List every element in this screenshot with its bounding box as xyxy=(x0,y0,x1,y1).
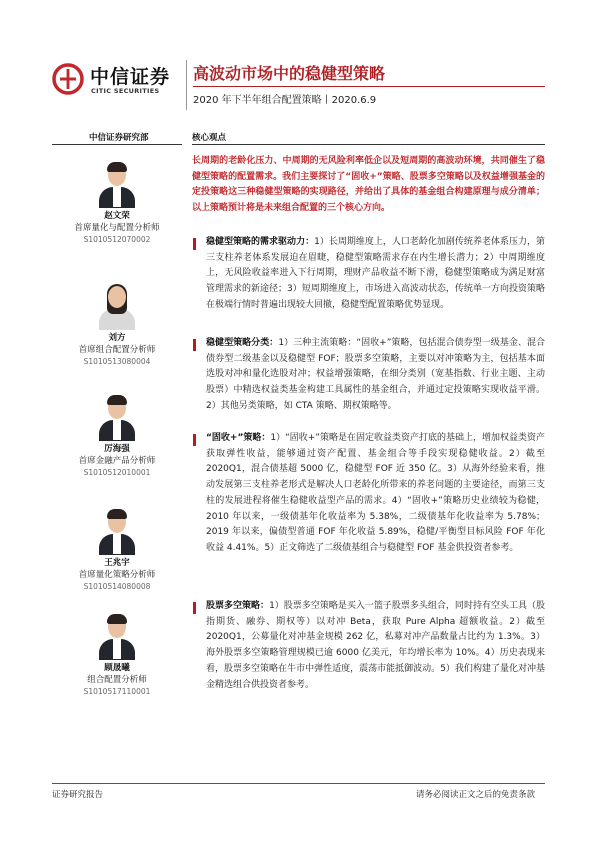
analyst-card xyxy=(52,160,182,245)
analyst-name: 刘方 xyxy=(108,333,126,343)
analyst-card xyxy=(52,393,182,478)
analyst-role: 首席金融产品分析师 xyxy=(78,456,156,466)
citic-logo-icon xyxy=(52,63,84,95)
analyst-role: 首席组合配置分析师 xyxy=(78,345,156,355)
footer-rule xyxy=(52,783,545,784)
analyst-license-id: S1010512010001 xyxy=(83,468,151,477)
analyst-license-id: S1010514080008 xyxy=(83,582,151,591)
logo-text-en: CITIC SECURITIES xyxy=(91,87,160,95)
analyst-card xyxy=(52,612,182,697)
point-title: 稳健型策略的需求驱动力： xyxy=(206,237,315,247)
point-paragraph xyxy=(206,336,545,415)
main-heading-rule xyxy=(192,144,545,145)
analyst-role: 组合配置分析师 xyxy=(87,675,147,685)
analyst-card xyxy=(52,507,182,592)
point-paragraph xyxy=(206,235,545,314)
sidebar-heading: 中信证券研究部 xyxy=(89,133,149,143)
point-paragraph xyxy=(206,431,545,557)
point-title: 股票多空策略： xyxy=(206,601,270,611)
point-marker xyxy=(193,238,196,250)
analyst-name: 顾晟曦 xyxy=(104,663,130,673)
main-heading: 核心观点 xyxy=(192,133,227,143)
analyst-role: 首席量化策略分析师 xyxy=(78,570,156,580)
avatar xyxy=(97,507,137,555)
point-text: 1）“固收+”策略是在固定收益类资产打底的基础上，增加权益类资产获取弹性收益，能够通过资产配置、基金组合等手段实现稳健收益。2）截至 2020Q1，混合债基超 5000 亿，稳健型 FOF 近 350 亿。3）从海外经验来看，推动发展第三支柱养老形式是解决人口老龄化所带来的养老问题的主要途径，而第三支柱的发展进程将催生稳健收益型产品的需求。4）“固收+”策略历史业绩较为稳健， 2010 年以来，一级债基年化收益率为 5.38%，二级债基年化收益率为 5.78%；2019 年以来，偏债型普通 FOF 年化收益 5.89%，稳健/平衡型目标风险 FOF 年化收益 4.41%。5）正文筛选了二级债基组合与稳健型 FOF 基金供投资者参考。 xyxy=(206,433,545,553)
analyst-license-id: S1010517110001 xyxy=(83,687,151,696)
report-title: 高波动市场中的稳健型策略 xyxy=(193,64,386,83)
analyst-card xyxy=(52,282,182,367)
point-title: “固收+”策略： xyxy=(206,433,271,443)
title-underline xyxy=(193,86,545,87)
point-title: 稳健型策略分类： xyxy=(206,338,279,348)
analyst-license-id: S1010513080004 xyxy=(83,357,151,366)
avatar xyxy=(97,160,137,208)
analyst-role: 首席量化与配置分析师 xyxy=(74,223,160,233)
avatar xyxy=(97,282,137,330)
footer-disclaimer-note: 请务必阅读正文之后的免责条款 xyxy=(416,790,536,800)
sidebar-heading-rule xyxy=(52,144,182,145)
point-paragraph xyxy=(206,599,545,693)
analyst-license-id: S1010512070002 xyxy=(83,235,151,244)
footer-label: 证券研究报告 xyxy=(52,790,104,800)
report-subtitle: 2020 年下半年组合配置策略丨2020.6.9 xyxy=(193,95,377,106)
key-summary: 长周期的老龄化压力、中周期的无风险利率低企以及短周期的高波动环境，共同催生了稳健型策略的配置需求。我们主要探讨了“固收+”策略、股票多空策略以及权益增强基金的定投策略这三种稳健型策略的实现路径，并给出了具体的基金组合构建原理与成分清单；以上策略预计将是未来组合配置的三个核心方向。 xyxy=(192,156,545,213)
avatar xyxy=(97,393,137,441)
point-text: 1）三种主流策略：“固收+”策略，包括混合债券型一级基金、混合债券型二级基金以及稳健型 FOF；股票多空策略，主要以对冲策略为主，包括基本面选股对冲和量化选股对冲；权益增强策略，在细分类别（宽基指数、行业主题、主动股票）中精选权益类基金构建工具属性的基金组合，并通过定投策略实现收益平滑。2）其他另类策略，如 CTA 策略、期权策略等。 xyxy=(206,338,545,411)
point-marker xyxy=(193,602,196,614)
header-divider xyxy=(186,60,187,110)
point-marker xyxy=(193,339,196,351)
analyst-name: 王兆宇 xyxy=(104,558,130,568)
analyst-name: 赵文荣 xyxy=(104,211,130,221)
point-text: 1）股票多空策略是买入一篮子股票多头组合，同时持有空头工具（股指期货、融券、期权等）以对冲 Beta，获取 Pure Alpha 超额收益。2）截至 2020Q1，公募量化对冲基金规模 262 亿，私募对冲产品数量占比约为 1.3%。3）海外股票多空策略管理规模已逾 6000 亿美元，年均增长率为 10%。4）历史表现来看，股票多空策略在牛市中弹性适度，震荡市能抵御波动。5）我们构建了量化对冲基金精选组合供投资者参考。 xyxy=(206,601,545,690)
logo-text-cn: 中信证券 xyxy=(90,66,171,88)
analyst-name: 厉海强 xyxy=(104,444,130,454)
point-marker xyxy=(193,434,196,446)
avatar xyxy=(97,612,137,660)
point-text: 1）长周期维度上，人口老龄化加剧传统养老体系压力，第三支柱养老体系发展迫在眉睫，稳健型策略需求存在内生增长潜力；2）中周期维度上，无风险收益率进入下行周期，理财产品收益不断下滑，稳健型策略成为满足财富管理需求的新途径；3）短周期维度上，市场进入高波动状态，传统单一方向投资策略在极端行情时普遍出现较大回撤，稳健型配置策略优势显现。 xyxy=(206,237,545,310)
